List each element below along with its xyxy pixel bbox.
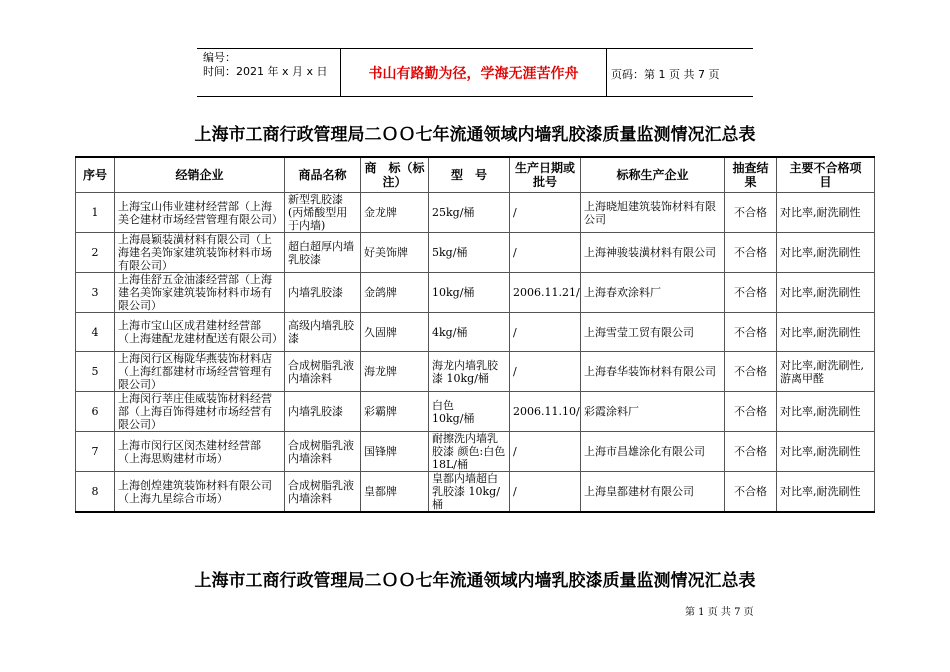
cell-dealer: 上海佳舒五金油漆经营部（上海建名美饰家建筑装饰材料市场有限公司） xyxy=(115,273,285,313)
table-header-row xyxy=(76,157,875,193)
table-row xyxy=(76,472,875,513)
cell-defects: 对比率,耐洗刷性 xyxy=(777,432,875,472)
cell-model: 25kg/桶 xyxy=(429,193,510,233)
col-header-defects: 主要不合格项 目 xyxy=(777,157,875,193)
cell-manufacturer: 上海神骏装潢材料有限公司 xyxy=(581,233,725,273)
cell-manufacturer: 彩霞涂料厂 xyxy=(581,392,725,432)
cell-brand: 国锋牌 xyxy=(361,432,429,472)
cell-manufacturer: 上海春华装饰材料有限公司 xyxy=(581,352,725,392)
cell-dealer: 上海市闵行区闵杰建材经营部（上海思购建材市场） xyxy=(115,432,285,472)
cell-brand: 海龙牌 xyxy=(361,352,429,392)
table-row xyxy=(76,352,875,392)
cell-product-name: 高级内墙乳胶漆 xyxy=(285,313,361,352)
cell-row-index: 1 xyxy=(76,193,115,233)
serial-label: 编号： xyxy=(203,51,236,64)
cell-row-index: 8 xyxy=(76,472,115,513)
col-header-batch: 生产日期或批号 xyxy=(510,157,581,193)
cell-result: 不合格 xyxy=(725,193,777,233)
cell-result: 不合格 xyxy=(725,432,777,472)
cell-manufacturer: 上海皇都建材有限公司 xyxy=(581,472,725,513)
cell-manufacturer: 上海春欢涂料厂 xyxy=(581,273,725,313)
cell-brand: 久固牌 xyxy=(361,313,429,352)
cell-result: 不合格 xyxy=(725,352,777,392)
cell-row-index: 2 xyxy=(76,233,115,273)
table-row xyxy=(76,193,875,233)
cell-batch: / xyxy=(510,313,581,352)
cell-defects: 对比率,耐洗刷性 xyxy=(777,273,875,313)
cell-product-name: 合成树脂乳液内墙涂料 xyxy=(285,472,361,513)
cell-result: 不合格 xyxy=(725,233,777,273)
cell-row-index: 7 xyxy=(76,432,115,472)
page-footer: 第 1 页 共 7 页 xyxy=(685,607,754,618)
col-header-product: 商品名称 xyxy=(285,157,361,193)
page-number-label: 页码：第 1 页 共 7 页 xyxy=(611,68,720,81)
col-header-result: 抽查结果 xyxy=(725,157,777,193)
cell-model: 5kg/桶 xyxy=(429,233,510,273)
cell-brand: 皇都牌 xyxy=(361,472,429,513)
cell-model: 10kg/桶 xyxy=(429,273,510,313)
cell-product-name: 合成树脂乳液内墙涂料 xyxy=(285,432,361,472)
header-meta xyxy=(203,51,328,79)
document-title-repeat: 上海市工商行政管理局二ＯＯ七年流通领域内墙乳胶漆质量监测情况汇总表 xyxy=(194,571,756,591)
cell-defects: 对比率,耐洗刷性 xyxy=(777,233,875,273)
results-table xyxy=(75,156,875,513)
table-row xyxy=(76,233,875,273)
cell-dealer: 上海市宝山区成君建材经营部（上海建配龙建材配送有限公司） xyxy=(115,313,285,352)
cell-manufacturer: 上海晓旭建筑装饰材料有限公司 xyxy=(581,193,725,233)
cell-result: 不合格 xyxy=(725,472,777,513)
cell-result: 不合格 xyxy=(725,313,777,352)
cell-defects: 对比率,耐洗刷性,游离甲醛 xyxy=(777,352,875,392)
motto: 书山有路勤为径，学海无涯苦作舟 xyxy=(340,49,607,96)
cell-dealer: 上海宝山伟业建材经营部（上海美仑建材市场经营管理有限公司） xyxy=(115,193,285,233)
table-body xyxy=(76,193,875,513)
cell-batch: / xyxy=(510,193,581,233)
cell-product-name: 超白超厚内墙乳胶漆 xyxy=(285,233,361,273)
cell-model: 海龙内墙乳胶漆 10kg/桶 xyxy=(429,352,510,392)
cell-batch: / xyxy=(510,432,581,472)
table-row xyxy=(76,432,875,472)
cell-defects: 对比率,耐洗刷性 xyxy=(777,313,875,352)
date-label: 时间：2021 年 x 月 x 日 xyxy=(203,65,328,78)
cell-batch: 2006.11.21/ xyxy=(510,273,581,313)
cell-model: 白色 10kg/桶 xyxy=(429,392,510,432)
document-title: 上海市工商行政管理局二ＯＯ七年流通领域内墙乳胶漆质量监测情况汇总表 xyxy=(194,125,756,145)
cell-product-name: 合成树脂乳液内墙涂料 xyxy=(285,352,361,392)
cell-batch: / xyxy=(510,352,581,392)
cell-product-name: 内墙乳胶漆 xyxy=(285,273,361,313)
cell-dealer: 上海创煌建筑装饰材料有限公司（上海九星综合市场） xyxy=(115,472,285,513)
cell-manufacturer: 上海市昌雄涂化有限公司 xyxy=(581,432,725,472)
table-row xyxy=(76,313,875,352)
cell-dealer: 上海闵行区梅陇华燕装饰材料店（上海红都建材市场经营管理有限公司） xyxy=(115,352,285,392)
cell-brand: 金鸽牌 xyxy=(361,273,429,313)
cell-batch: / xyxy=(510,472,581,513)
col-header-model: 型 号 xyxy=(429,157,510,193)
cell-result: 不合格 xyxy=(725,392,777,432)
col-header-brand: 商 标（标注） xyxy=(361,157,429,193)
cell-defects: 对比率,耐洗刷性 xyxy=(777,472,875,513)
cell-brand: 彩霸牌 xyxy=(361,392,429,432)
cell-product-name: 新型乳胶漆(丙烯酸型用于内墙) xyxy=(285,193,361,233)
cell-defects: 对比率,耐洗刷性 xyxy=(777,193,875,233)
cell-model: 皇都内墙超白乳胶漆 10kg/桶 xyxy=(429,472,510,513)
cell-brand: 好美饰牌 xyxy=(361,233,429,273)
cell-result: 不合格 xyxy=(725,273,777,313)
table-row xyxy=(76,273,875,313)
cell-dealer: 上海晨颖装潢材料有限公司（上海建名美饰家建筑装饰材料市场有限公司） xyxy=(115,233,285,273)
cell-row-index: 5 xyxy=(76,352,115,392)
cell-batch: 2006.11.10/ xyxy=(510,392,581,432)
cell-brand: 金龙牌 xyxy=(361,193,429,233)
col-header-manufacturer: 标称生产企业 xyxy=(581,157,725,193)
cell-model: 耐擦洗内墙乳胶漆 颜色:白色 18L/桶 xyxy=(429,432,510,472)
col-header-index: 序号 xyxy=(76,157,115,193)
cell-row-index: 4 xyxy=(76,313,115,352)
cell-product-name: 内墙乳胶漆 xyxy=(285,392,361,432)
cell-defects: 对比率,耐洗刷性 xyxy=(777,392,875,432)
col-header-dealer: 经销企业 xyxy=(115,157,285,193)
page-header xyxy=(197,48,753,97)
cell-dealer: 上海闵行莘庄佳威装饰材料经营部（上海百饰得建材市场经营有限公司） xyxy=(115,392,285,432)
cell-row-index: 3 xyxy=(76,273,115,313)
cell-manufacturer: 上海雪莹工贸有限公司 xyxy=(581,313,725,352)
cell-batch: / xyxy=(510,233,581,273)
table-row xyxy=(76,392,875,432)
cell-model: 4kg/桶 xyxy=(429,313,510,352)
cell-row-index: 6 xyxy=(76,392,115,432)
